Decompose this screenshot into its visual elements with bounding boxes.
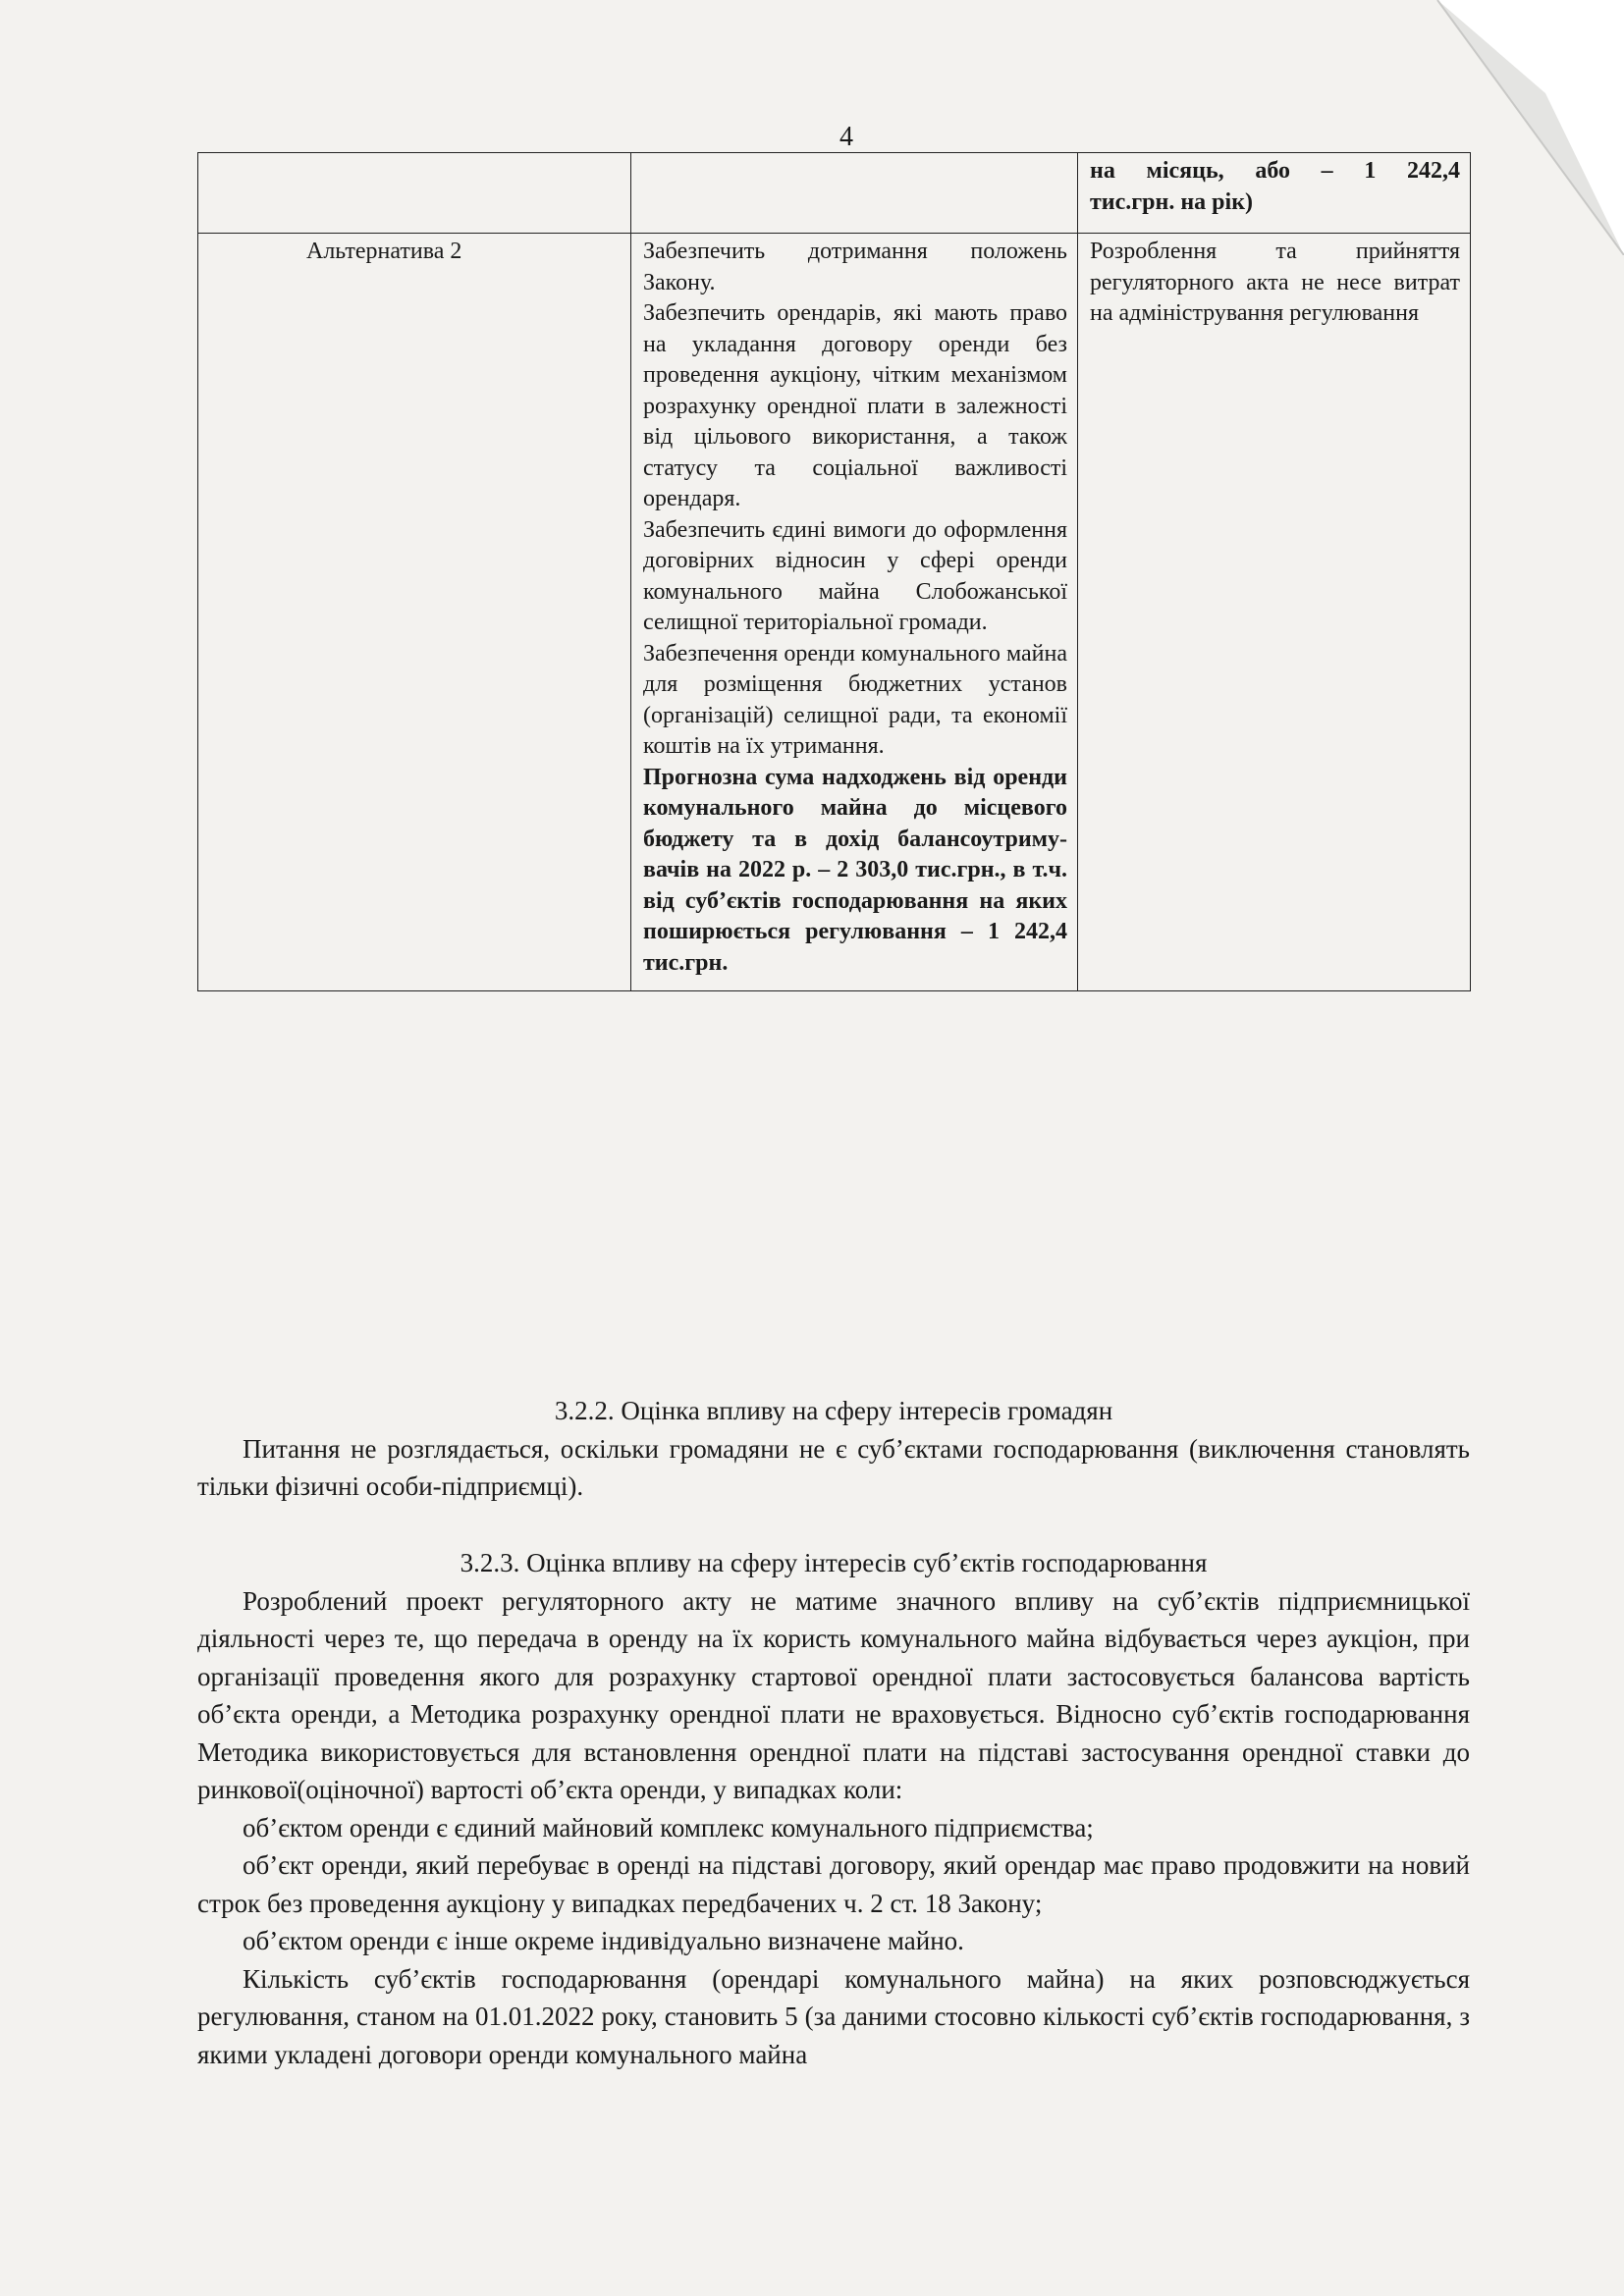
alternative-costs-cell (1078, 234, 1471, 991)
alternative-label: Альтернатива 2 (306, 239, 462, 264)
cell-text-line: на місяць, або – 1 242,4 (1090, 158, 1460, 184)
revenue-forecast-paragraph: Прогнозна сума надходжень від оренди комунального майна до місцевого бюджету та в дохід балансоутриму-вачів на 2022 р. – 2 303,0 тис.грн., в т.ч. від суб’єктів господарювання на яких поширюється регулювання – 1 242,4 тис.грн. (643, 764, 1067, 976)
alternative-label-cell (198, 234, 631, 991)
cell-text-line: тис.грн. на рік) (1090, 188, 1254, 215)
table-cell (198, 153, 631, 234)
section-3-2-3 (197, 1544, 1470, 2073)
regulation-alternatives-table (197, 152, 1471, 991)
table-row (198, 234, 1471, 991)
section-paragraph: Кількість суб’єктів господарювання (орендарі комунального майна) на яких розповсюджується регулювання, станом на 01.01.2022 року, становить 5 (за даними стосовно кількості суб’єктів господарювання, з якими укладені договори оренди комунального майна (197, 1963, 1470, 2069)
list-item: об’єктом оренди є інше окреме індивідуально визначене майно. (243, 1926, 964, 1955)
section-heading: 3.2.2. Оцінка впливу на сферу інтересів громадян (554, 1396, 1113, 1425)
benefit-paragraph: Забезпечить єдині вимоги до оформлення договірних відносин у сфері оренди комунального майна Слобожанської селищної територіальної громади. (643, 516, 1067, 635)
benefit-paragraph: Забезпечить дотримання положень Закону. (643, 239, 1067, 295)
page-number: 4 (839, 122, 853, 152)
alternative-benefits-cell (631, 234, 1078, 991)
table-cell (631, 153, 1078, 234)
list-item: об’єктом оренди є єдиний майновий комплекс комунального підприємства; (243, 1812, 1094, 1842)
costs-text: Розроблення та прийняття регуляторного акта не несе витрат на адміністрування регулювання (1090, 239, 1460, 326)
benefit-paragraph: Забезпечить орендарів, які мають право на укладання договору оренди без проведення аукціону, чітким механізмом розрахунку орендної плати в залежності від цільового використання, а також статусу та соціальної важливості орендаря. (643, 300, 1067, 511)
list-item: об’єкт оренди, який перебуває в оренді на підставі договору, який орендар має право продовжити на новий строк без проведення аукціону у випадках передбачених ч. 2 ст. 18 Закону; (197, 1850, 1470, 1918)
section-paragraph: Розроблений проект регуляторного акту не матиме значного впливу на суб’єктів підприємницької діяльності через те, що передача в оренду на їх користь комунального майна відбувається через аукціон, при організації проведення якого для розрахунку стартової орендної плати застосовується балансова вартість об’єкта оренди, а Методика розрахунку орендної плати не враховується. Відносно суб’єктів господарювання Методика використовується для встановлення орендної плати на підставі застосування орендної ставки до ринкової(оціночної) вартості об’єкта оренди, у випадках коли: (197, 1585, 1470, 1804)
table-cell (1078, 153, 1471, 234)
section-3-2-2 (197, 1392, 1470, 1506)
section-paragraph: Питання не розглядається, оскільки громадяни не є суб’єктами господарювання (виключення становлять тільки фізичні особи-підприємці). (197, 1433, 1470, 1501)
section-heading: 3.2.3. Оцінка впливу на сферу інтересів суб’єктів господарювання (460, 1548, 1208, 1577)
table-row (198, 153, 1471, 234)
benefit-paragraph: Забезпечення оренди комунального майна для розміщення бюджетних установ (організацій) селищної ради, та економії коштів на їх утримання. (643, 640, 1067, 759)
